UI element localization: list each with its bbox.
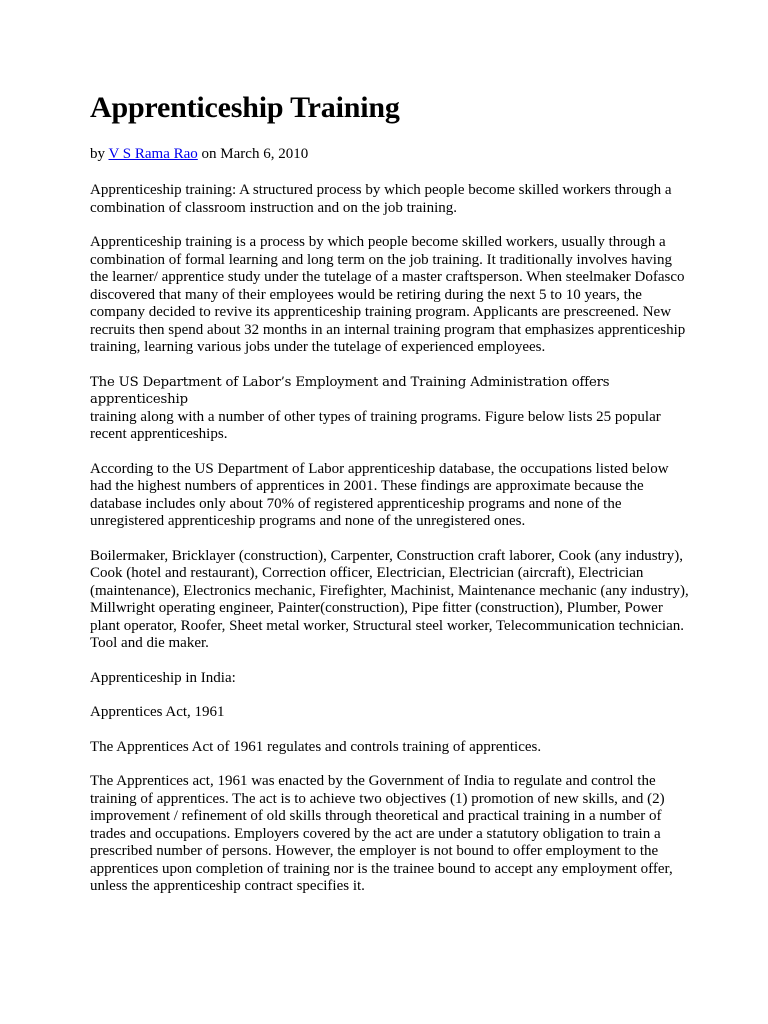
paragraph-occupations-list: Boilermaker, Bricklayer (construction), Carpenter, Construction craft laborer, Cook (any industry), Cook (hotel and restaurant), Correction officer, Electrician, Electrician (aircraft), Electrician (maintenance), Electronics mechanic, Firefighter, Machinist, Maintenance mechanic (any industry), Millwright operating engineer, Painter(construction), Pipe fitter (construction), Plumber, Power plant operator, Roofer, Sheet metal worker, Structural steel worker, Telecommunication technician. Tool and die maker.	[90, 547, 689, 651]
paragraph-database: According to the US Department of Labor apprenticeship database, the occupations listed below had the highest numbers of apprentices in 2001. These findings are approximate because the database includes only about 70% of registered apprenticeship programs and none of the unregistered apprenticeship programs and none of the unregistered ones.	[90, 460, 669, 529]
byline	[90, 144, 690, 164]
paragraph-act-heading: Apprentices Act, 1961	[90, 704, 225, 720]
byline-prefix: by	[90, 146, 105, 162]
paragraph-us-dol-lead: The US Department of Labor’s Employment and Training Administration offers apprenticeship	[90, 374, 610, 407]
paragraph-act-summary: The Apprentices Act of 1961 regulates and controls training of apprentices.	[90, 738, 542, 755]
article	[90, 90, 690, 896]
byline-date: on March 6, 2010	[201, 146, 309, 162]
author-link[interactable]: V S Rama Rao	[108, 146, 198, 162]
article-title: Apprenticeship Training	[90, 91, 400, 124]
paragraph-act-details: The Apprentices act, 1961 was enacted by the Government of India to regulate and control the training of apprentices. The act is to achieve two objectives (1) promotion of new skills, and (2) improvement / refinement of old skills through theoretical and practical training in a number of trades and occupations. Employers covered by the act are under a statutory obligation to train a prescribed number of persons. However, the employer is not bound to offer employment to the apprentices upon completion of training nor is the trainee bound to accept any employment offer, unless the apprenticeship contract specifies it.	[90, 773, 673, 894]
paragraph-definition: Apprenticeship training: A structured process by which people become skilled workers through a combination of classroom instruction and on the job training.	[90, 182, 672, 216]
paragraph-us-dol-rest: training along with a number of other types of training programs. Figure below lists 25 popular recent apprenticeships.	[90, 408, 661, 442]
paragraph-india-heading: Apprenticeship in India:	[90, 669, 236, 686]
paragraph-overview: Apprenticeship training is a process by which people become skilled workers, usually through a combination of formal learning and long term on the job training. It traditionally involves having the learner/ apprentice study under the tutelage of a master craftsperson. When steelmaker Dofasco discovered that many of their employees would be retiring during the next 5 to 10 years, the company decided to revive its apprenticeship training program. Applicants are prescreened. New recruits then spend about 32 months in an internal training program that emphasizes apprenticeship training, learning various jobs under the tutelage of experienced employees.	[90, 234, 686, 355]
